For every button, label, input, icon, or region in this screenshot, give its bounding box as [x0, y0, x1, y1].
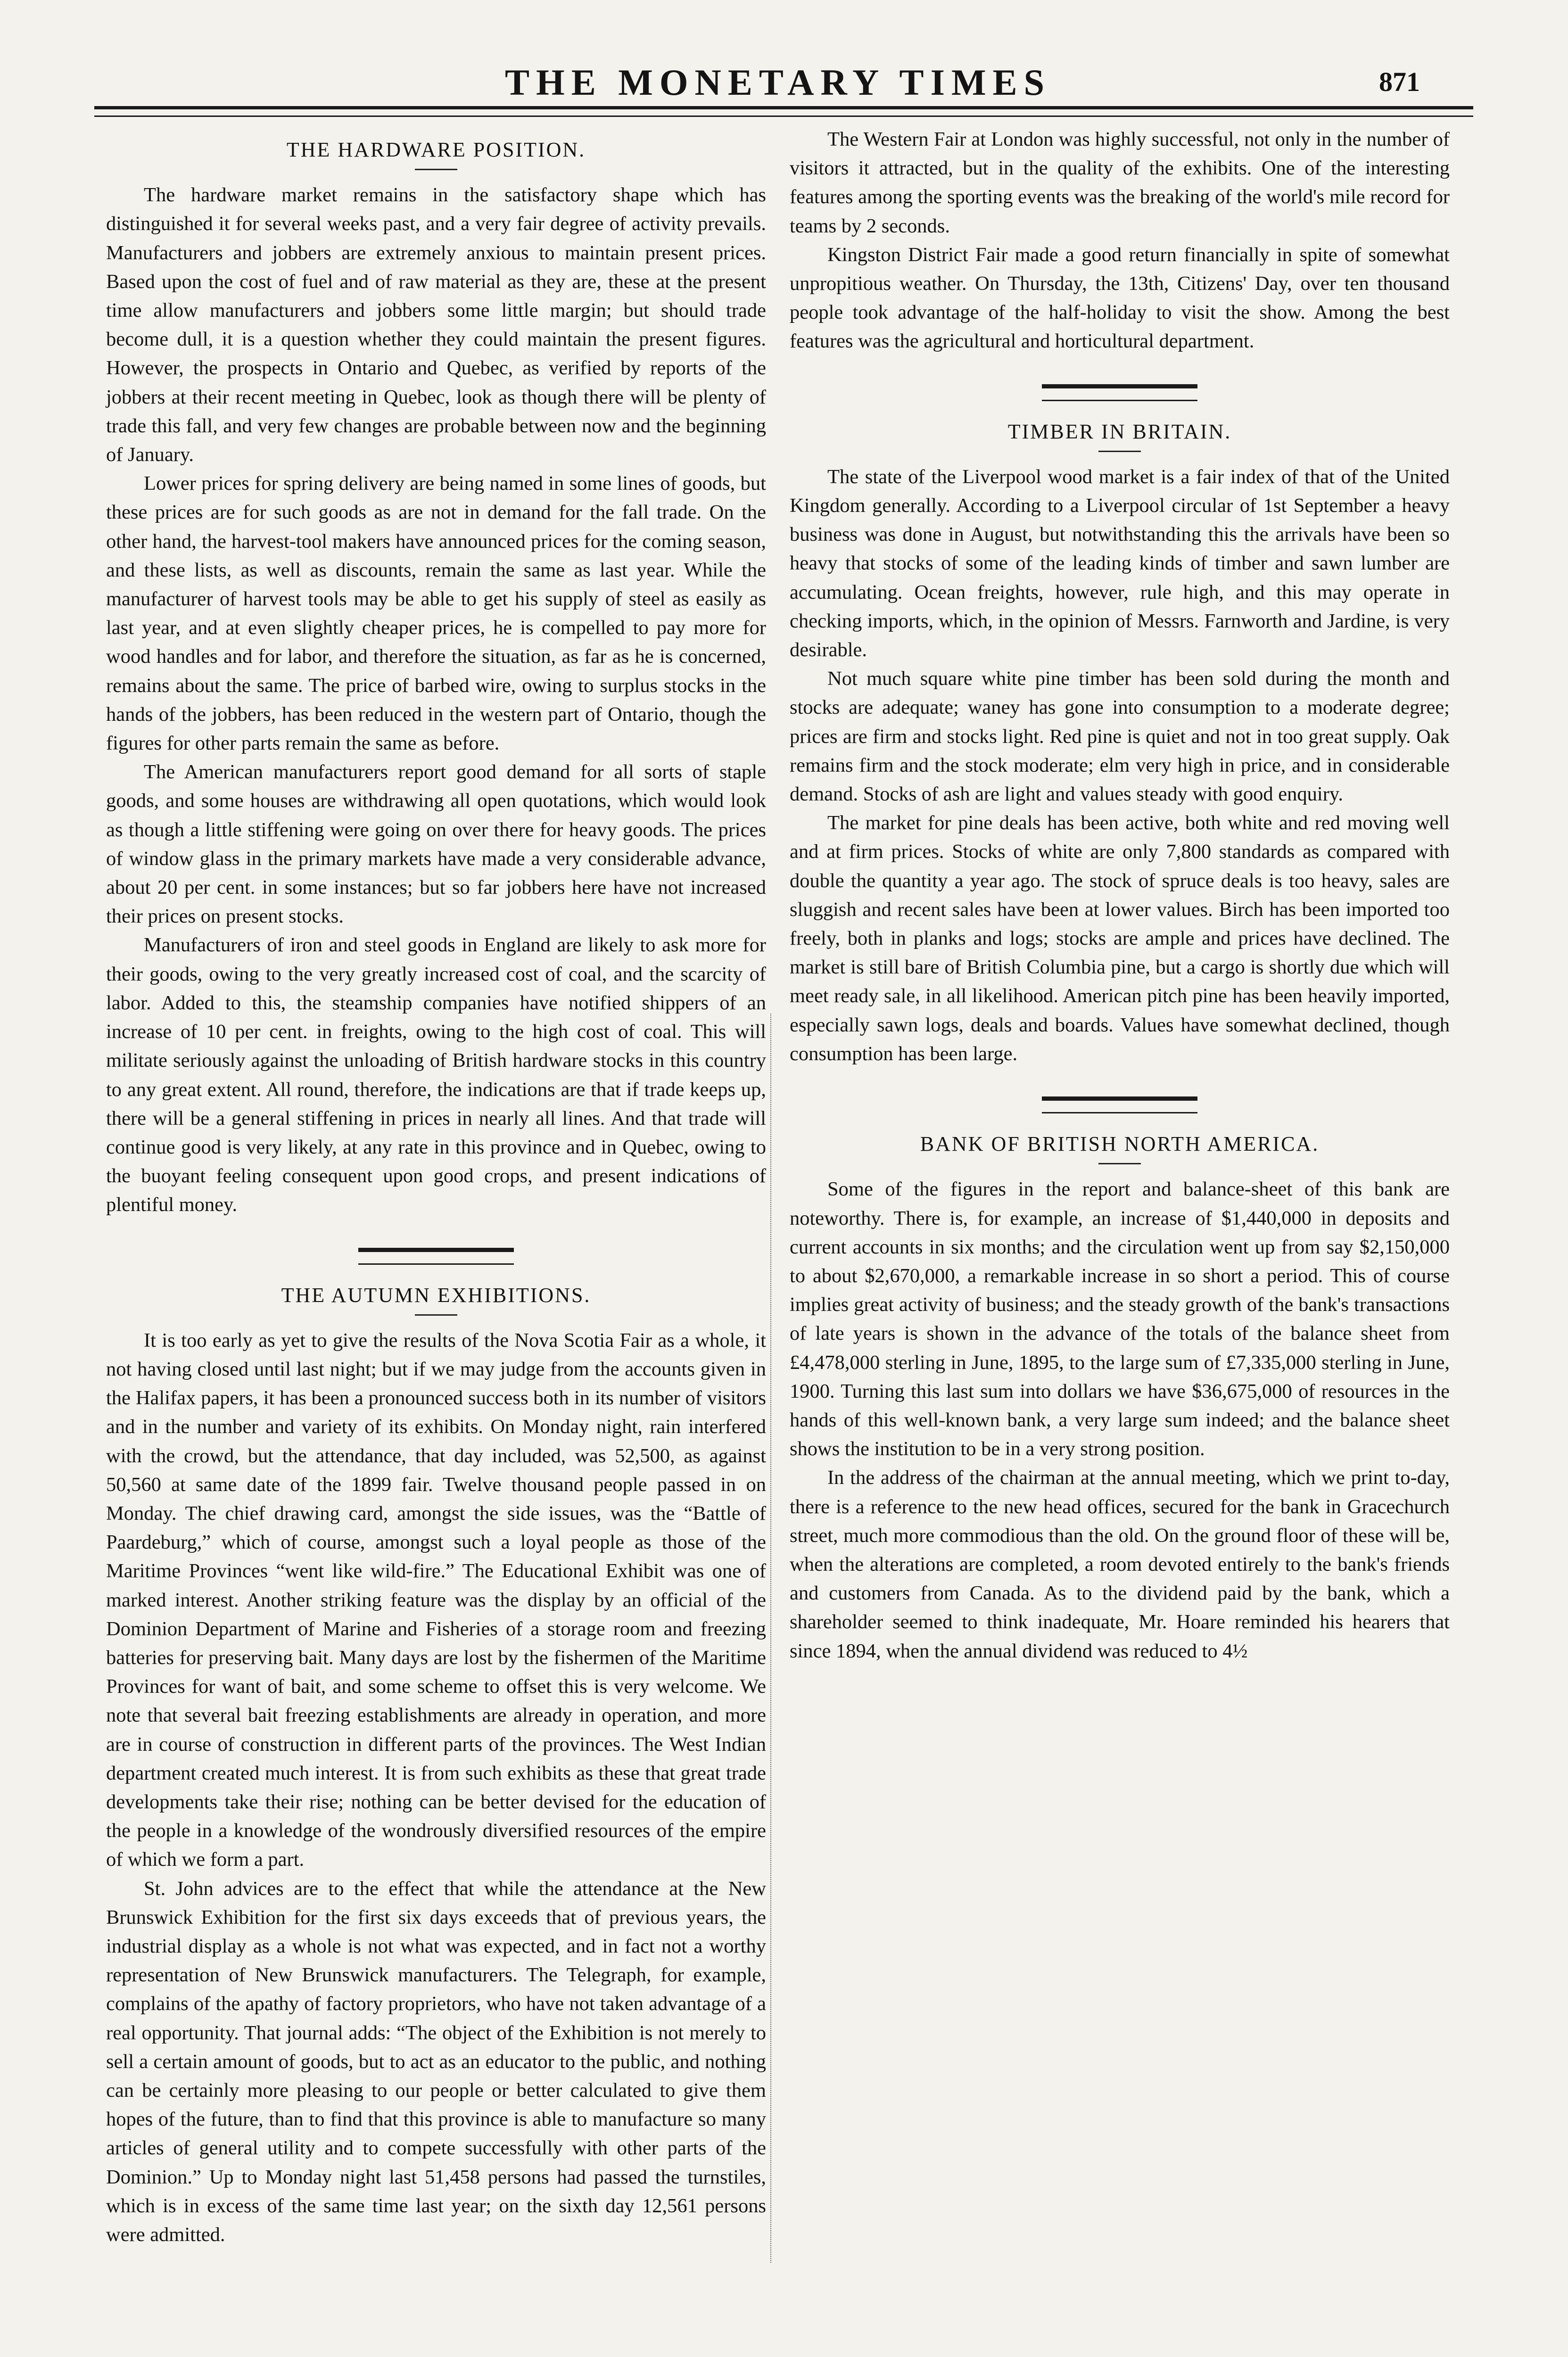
section-divider — [1042, 1096, 1197, 1113]
timber-paragraph: The state of the Liverpool wood market is a fair index of that of the United Kingdom generally. According to a Liverpool circular of 1st September a heavy business was done in August, but notwithstanding this the arrivals have been so heavy that stocks of some of the leading kinds of timber and sawn lumber are accumulating. Ocean freights, however, rule high, and this may operate in checking imports, which, in the opinion of Messrs. Farnworth and Jardine, is very desirable. — [790, 465, 1450, 661]
bank-heading: BANK OF BRITISH NORTH AMERICA. — [920, 1132, 1320, 1156]
right-column — [790, 125, 1450, 1665]
timber-heading: TIMBER IN BRITAIN. — [1007, 420, 1232, 443]
exhibitions-heading: THE AUTUMN EXHIBITIONS. — [281, 1283, 591, 1307]
exhibitions-paragraph: The Western Fair at London was highly successful, not only in the number of visitors it attracted, but in the quality of the exhibits. One of the interesting features among the sporting events was the breaking of the world's mile record for teams by 2 seconds. — [790, 128, 1450, 237]
page-number: 871 — [1379, 66, 1420, 97]
masthead-title: THE MONETARY TIMES — [505, 62, 1051, 103]
exhibitions-paragraph: Kingston District Fair made a good return financially in spite of somewhat unpropitious weather. On Thursday, the 13th, Citizens' Day, over ten thousand people took advantage of the half-holiday to visit the show. Among the best features was the agricultural and horticultural department. — [790, 243, 1450, 353]
section-divider — [1042, 384, 1197, 401]
hardware-paragraph: Lower prices for spring delivery are being named in some lines of goods, but these prices are for such goods as are not in demand for the fall trade. On the other hand, the harvest-tool makers have announced prices for the coming season, and these lists, as well as discounts, remain the same as last year. While the manufacturer of harvest tools may be able to get his supply of steel as easily as last year, and at even slightly cheaper prices, he is compelled to pay more for wood handles and for labor, and therefore the situation, as far as he is concerned, remains about the same. The price of barbed wire, owing to surplus stocks in the hands of the jobbers, has been reduced in the western part of Ontario, though the figures for other parts remain the same as before. — [106, 472, 766, 755]
hardware-heading: THE HARDWARE POSITION. — [286, 138, 586, 161]
section-divider — [358, 1248, 514, 1265]
exhibitions-paragraph: It is too early as yet to give the results of the Nova Scotia Fair as a whole, it not having closed until last night; but if we may judge from the accounts given in the Halifax papers, it has been a pronounced success both in its number of visitors and in the number and variety of its exhibits. On Monday night, rain interfered with the crowd, but the attendance, that day included, was 52,500, as against 50,560 at same date of the 1899 fair. Twelve thousand people passed in on Monday. The chief drawing card, amongst the side issues, was the “Battle of Paardeburg,” which of course, amongst such a loyal people as those of the Maritime Provinces “went like wild-fire.” The Educational Exhibit was one of marked interest. Another striking feature was the display by an official of the Dominion Department of Marine and Fisheries of a storage room and freezing batteries for preserving bait. Many days are lost by the fishermen of the Maritime Provinces for want of bait, and some scheme to offset this is very welcome. We note that several bait freezing establishments are already in operation, and more are in course of construction in different parts of the provinces. The West Indian department created much interest. It is from such exhibits as these that great trade developments take their rise; nothing can be better devised for the education of the people in a knowledge of the wondrously diversified resources of the empire of which we form a part. — [106, 1329, 766, 1871]
hardware-paragraph: Manufacturers of iron and steel goods in England are likely to ask more for their goods, owing to the very greatly increased cost of coal, and the scarcity of labor. Added to this, the steamship companies have notified shippers of an increase of 10 per cent. in freights, owing to the high cost of coal. This will militate seriously against the unloading of British hardware stocks in this country to any great extent. All round, therefore, the indications are that if trade keeps up, there will be a general stiffening in prices in nearly all lines. And that trade will continue good is very likely, at any rate in this province and in Quebec, owing to the buoyant feeling consequent upon good crops, and present indications of plentiful money. — [106, 934, 766, 1216]
heading-rule — [1098, 451, 1141, 452]
timber-paragraph: Not much square white pine timber has been sold during the month and stocks are adequate; waney has gone into consumption to a moderate degree; prices are firm and stocks light. Red pine is quiet and not in too great supply. Oak remains firm and the stock moderate; elm very high in price, and in considerable demand. Stocks of ash are light and values steady with good enquiry. — [790, 668, 1450, 806]
hardware-paragraph: The hardware market remains in the satisfactory shape which has distinguished it for several weeks past, and a very fair degree of activity prevails. Manufacturers and jobbers are extremely anxious to maintain present prices. Based upon the cost of fuel and of raw material as they are, these at the present time allow manufacturers and jobbers some little margin; but should trade become dull, it is a question whether they could maintain the present figures. However, the prospects in Ontario and Quebec, as verified by reports of the jobbers at their recent meeting in Quebec, look as though there will be plenty of trade this fall, and very few changes are probable between now and the beginning of January. — [106, 184, 766, 466]
bank-paragraph: In the address of the chairman at the annual meeting, which we print to-day, there is a reference to the new head offices, secured for the bank in Gracechurch street, much more commodious than the old. On the ground floor of these will be, when the alterations are completed, a room devoted entirely to the bank's friends and customers from Canada. As to the dividend paid by the bank, which a shareholder seemed to think inadequate, Mr. Hoare reminded his hearers that since 1894, when the annual dividend was reduced to 4½ — [790, 1467, 1450, 1662]
bank-paragraph: Some of the figures in the report and balance-sheet of this bank are noteworthy. There is, for example, an increase of $1,440,000 in deposits and current accounts in six months; and the circulation went up from say $2,150,000 to about $2,670,000, a remarkable increase in so short a period. This of course implies great activity of business; and the steady growth of the bank's transactions of late years is shown in the advance of the totals of the balance sheet from £4,478,000 sterling in June, 1895, to the large sum of £7,335,000 sterling in June, 1900. Turning this last sum into dollars we have $36,675,000 of resources in the hands of this well-known bank, a very large sum indeed; and the balance sheet shows the institution to be in a very strong position. — [790, 1178, 1450, 1460]
exhibitions-paragraph: St. John advices are to the effect that while the attendance at the New Brunswick Exhibition for the first six days exceeds that of previous years, the industrial display as a whole is not what was expected, and in fact not a worthy representation of New Brunswick manufacturers. The Telegraph, for example, complains of the apathy of factory proprietors, who have not taken advantage of a real opportunity. That journal adds: “The object of the Exhibition is not merely to sell a certain amount of goods, but to act as an educator to the public, and nothing can be certainly more pleasing to our people or better calculated to give them hopes of the future, than to find that this province is able to manufacture so many articles of general utility and to compete successfully with other parts of the Dominion.” Up to Monday night last 51,458 persons had passed the turnstiles, which is in excess of the same time last year; on the sixth day 12,561 persons were admitted. — [106, 1877, 766, 2246]
masthead-rule — [94, 106, 1473, 109]
left-column — [106, 125, 766, 2249]
heading-rule — [415, 169, 457, 170]
column-divider — [770, 1014, 771, 2263]
hardware-paragraph: The American manufacturers report good demand for all sorts of staple goods, and some houses are withdrawing all open quotations, which would look as though a little stiffening were going on over there for heavy goods. The prices of window glass in the primary markets have made a very considerable advance, about 20 per cent. in some instances; but so far jobbers here have not increased their prices on present stocks. — [106, 761, 766, 928]
timber-paragraph: The market for pine deals has been active, both white and red moving well and at firm prices. Stocks of white are only 7,800 standards as compared with double the quantity a year ago. The stock of spruce deals is too heavy, sales are sluggish and recent sales have been at lower values. Birch has been imported too freely, both in planks and logs; stocks are ample and prices have declined. The market is still bare of British Columbia pine, but a cargo is shortly due which will meet ready sale, in all likelihood. American pitch pine has been heavily imported, especially sawn logs, deals and boards. Values have somewhat declined, though consumption has been large. — [790, 812, 1450, 1065]
masthead-rule-thin — [94, 115, 1473, 117]
heading-rule — [415, 1314, 457, 1316]
heading-rule — [1098, 1163, 1141, 1164]
